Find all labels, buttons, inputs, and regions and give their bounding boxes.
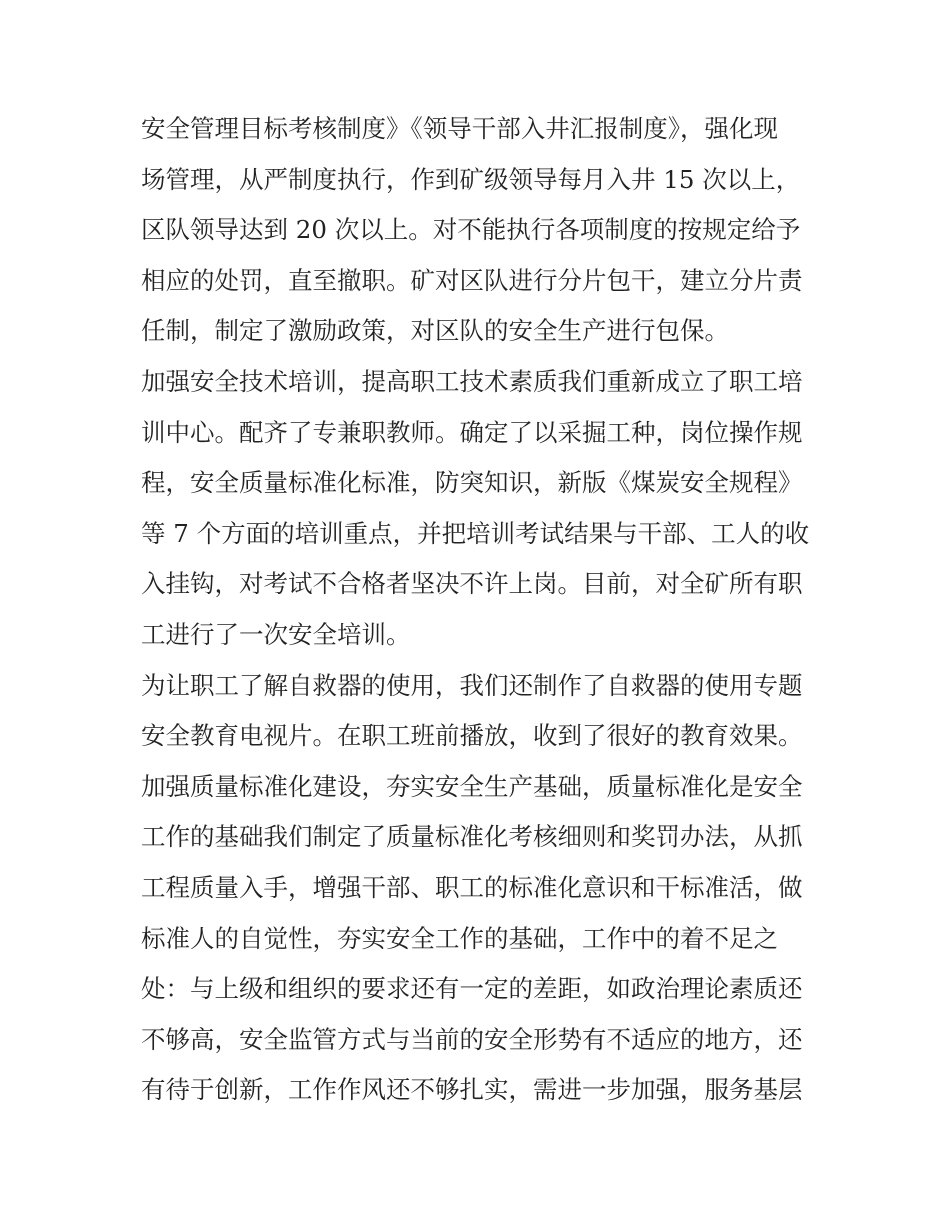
text-line: 工进行了一次安全培训。 <box>141 619 411 649</box>
text-line: 工程质量入手，增强干部、职工的标准化意识和干标准活，做 <box>141 872 803 902</box>
text-line: 区队领导达到 20 次以上。对不能执行各项制度的按规定给予 <box>141 215 801 245</box>
text-line: 加强质量标准化建设，夯实安全生产基础，质量标准化是安全 <box>141 771 803 801</box>
text-line: 标准人的自觉性，夯实安全工作的基础，工作中的着不足之 <box>141 923 778 953</box>
text-line: 场管理，从严制度执行，作到矿级领导每月入井 15 次以上， <box>141 164 801 194</box>
text-line: 有待于创新，工作作风还不够扎实，需进一步加强，服务基层 <box>141 1075 803 1105</box>
text-line: 处：与上级和组织的要求还有一定的差距，如政治理论素质还 <box>141 974 803 1004</box>
text-line: 任制，制定了激励政策，对区队的安全生产进行包保。 <box>141 316 729 346</box>
text-line: 入挂钩，对考试不合格者坚决不许上岗。目前，对全矿所有职 <box>141 569 803 599</box>
text-line: 安全教育电视片。在职工班前播放，收到了很好的教育效果。 <box>141 721 803 751</box>
text-line: 程，安全质量标准化标准，防突知识，新版《煤炭安全规程》 <box>141 468 803 498</box>
text-line: 等 7 个方面的培训重点，并把培训考试结果与干部、工人的收 <box>141 518 810 548</box>
body-text <box>141 104 821 1116</box>
text-line: 不够高，安全监管方式与当前的安全形势有不适应的地方，还 <box>141 1024 803 1054</box>
text-line: 加强安全技术培训，提高职工技术素质我们重新成立了职工培 <box>141 366 803 396</box>
text-line: 安全管理目标考核制度》《领导干部入井汇报制度》，强化现 <box>141 114 778 143</box>
text-line: 训中心。配齐了专兼职教师。确定了以采掘工种，岗位操作规 <box>141 417 803 447</box>
text-line: 相应的处罚，直至撤职。矿对区队进行分片包干，建立分片责 <box>141 265 803 295</box>
text-line: 工作的基础我们制定了质量标准化考核细则和奖罚办法，从抓 <box>141 822 803 852</box>
text-line: 为让职工了解自救器的使用，我们还制作了自救器的使用专题 <box>141 670 803 700</box>
